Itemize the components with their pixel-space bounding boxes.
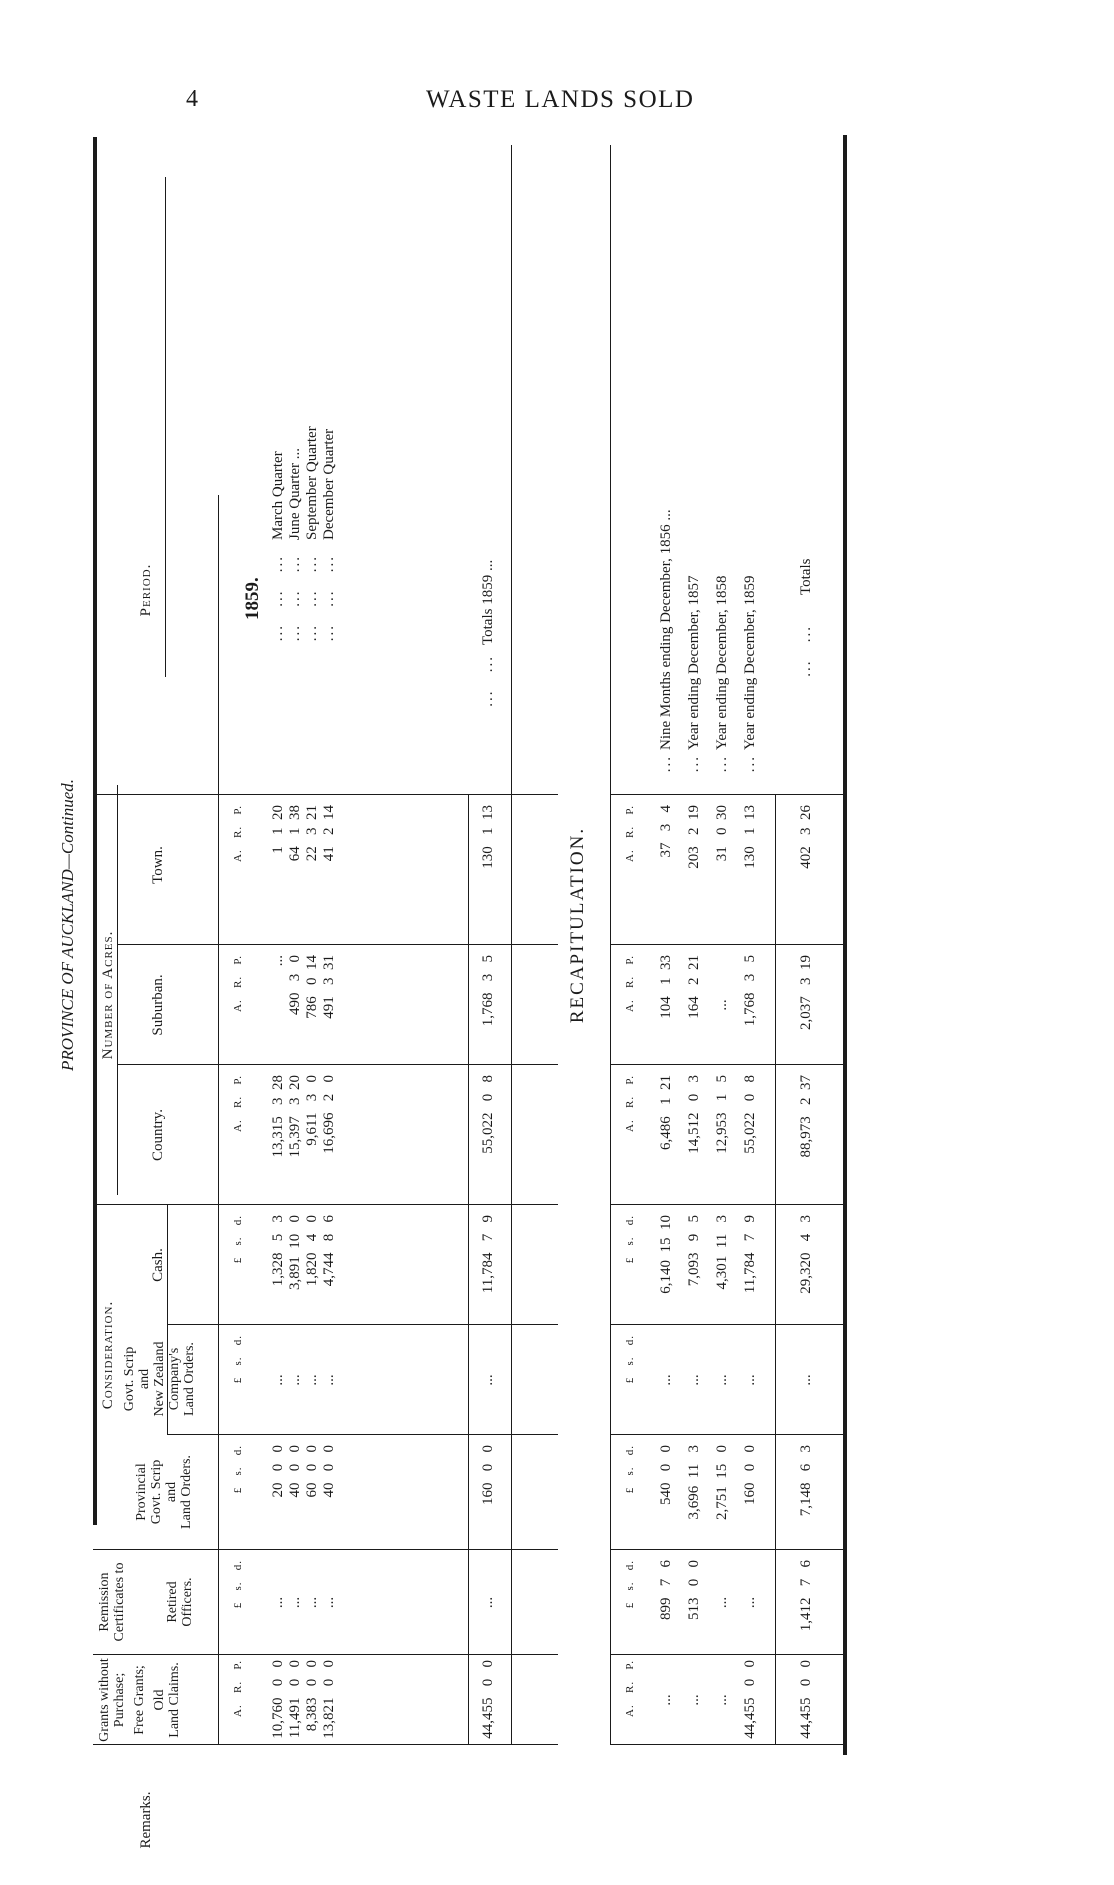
cell-cash: 7,093 9 5 [686,1215,702,1287]
cell-country: 13,315 3 28 [270,1075,286,1158]
cell-remission: ... [742,1596,758,1609]
unit-govt: £ s. d. [232,1335,244,1384]
row-period: June Quarter ... [287,447,303,540]
cell-grants: 11,491 0 0 [287,1660,303,1739]
table-title: PROVINCE OF AUCKLAND—Continued. [58,779,77,1071]
recap-unit-suburban: A. R. P. [624,955,636,1012]
rule-recap-remission [610,1654,845,1655]
header-govt-scrip: Govt. Scrip and New Zealand Company's Land Orders. [122,1341,197,1417]
unit-prov: £ s. d. [232,1445,244,1494]
rule-acres-consideration [93,1204,558,1205]
cell-cash: 3,891 10 0 [287,1215,303,1290]
cell-suburban: ... [270,955,286,967]
row-period: September Quarter [304,426,320,540]
cell-govt: ... [714,1374,730,1386]
recap-unit-grants: A. R. P. [624,1660,636,1717]
cell-suburban: 104 1 33 [658,955,674,1019]
cell-town: 22 3 21 [304,805,320,862]
header-suburban: Suburban. [150,974,166,1036]
year-label: 1859. [242,577,263,620]
cell-govt: ... [304,1374,320,1386]
cell-prov: 40 0 0 [321,1445,337,1498]
cell-cash: 1,328 5 3 [270,1215,286,1287]
cell-country: 88,973 2 37 [798,1075,814,1158]
header-consideration: Consideration. [100,1300,116,1410]
rule-header-top [165,177,166,677]
unit-town: A. R. P. [232,805,244,862]
rule-recap-country [610,1204,845,1205]
cell-country: 55,022 0 8 [480,1075,496,1154]
cell-remission: 1,412 7 6 [798,1560,814,1632]
rule-recap-prov [610,1549,845,1550]
header-number-of-acres: Number of Acres. [100,930,116,1060]
cell-country: 14,512 0 3 [686,1075,702,1154]
cell-country: 9,611 3 0 [304,1075,320,1146]
header-old-land-claims: Old Land Claims. [152,1662,182,1738]
header-grants: Grants without Purchase; [97,1658,127,1742]
rule-left-thick [93,137,97,1525]
header-remission: Remission Certificates to [97,1562,127,1642]
rule-recap-town [610,944,845,945]
cell-cash: 1,820 4 0 [304,1215,320,1287]
row-dots: ... ... ... [321,555,337,642]
rule-period-acres [93,794,558,795]
rule-recap-govt [610,1434,845,1435]
unit-suburban: A. R. P. [232,955,244,1012]
header-free-grants: Free Grants; [132,1665,147,1735]
cell-town: 402 3 26 [798,805,814,869]
row-dots: ... ... [798,625,814,677]
cell-grants: 13,821 0 0 [321,1660,337,1739]
cell-suburban: 2,037 3 19 [798,955,814,1030]
rule-remission-grants [93,1654,558,1655]
row-dots: ... ... ... [304,555,320,642]
cell-grants: 10,760 0 0 [270,1660,286,1739]
cell-country: 6,486 1 21 [658,1075,674,1150]
rule-prov-remission [93,1549,558,1550]
cell-grants: 44,455 0 0 [480,1660,496,1739]
cell-govt: ... [321,1374,337,1386]
rule-recap-period [610,794,845,795]
cell-prov: 540 0 0 [658,1445,674,1505]
cell-govt: ... [480,1374,496,1386]
cell-suburban: 1,768 3 5 [742,955,758,1027]
cell-cash: 4,301 11 3 [714,1215,730,1290]
rule-grants-remarks [93,1744,558,1745]
cell-remission: 513 0 0 [686,1560,702,1620]
row-dots: ... [714,755,730,773]
cell-prov: 160 0 0 [480,1445,496,1505]
cell-cash: 6,140 15 10 [658,1215,674,1294]
cell-suburban: ... [714,999,730,1011]
cell-cash: 11,784 7 9 [742,1215,758,1294]
rule-cash-govt [167,1324,558,1325]
recap-unit-prov: £ s. d. [624,1445,636,1494]
recap-title: RECAPITULATION. [567,826,588,1024]
cell-country: 12,953 1 5 [714,1075,730,1154]
cell-town: 130 1 13 [480,805,496,869]
header-period: Period. [138,563,154,617]
cell-country: 16,696 2 0 [321,1075,337,1154]
header-retired-officers: Retired Officers. [165,1577,195,1627]
cell-remission: ... [270,1596,286,1609]
cell-govt: ... [742,1374,758,1386]
cell-prov: 40 0 0 [287,1445,303,1498]
cell-town: 64 1 38 [287,805,303,862]
unit-cash: £ s. d. [232,1215,244,1264]
cell-country: 15,397 3 20 [287,1075,303,1158]
cell-govt: ... [798,1374,814,1386]
cell-cash: 4,744 8 6 [321,1215,337,1287]
cell-town: 130 1 13 [742,805,758,869]
cell-prov: 60 0 0 [304,1445,320,1498]
cell-govt: ... [270,1374,286,1386]
cell-suburban: 490 3 0 [287,955,303,1015]
cell-country: 55,022 0 8 [742,1075,758,1154]
rule-bottom-thick [843,135,847,1755]
rule-totals-1859 [468,795,469,1745]
cell-suburban: 491 3 31 [321,955,337,1019]
header-remarks: Remarks. [138,1791,154,1849]
cell-prov: 20 0 0 [270,1445,286,1498]
unit-country: A. R. P. [232,1075,244,1132]
cell-remission: ... [304,1596,320,1609]
cell-cash: 29,320 4 3 [798,1215,814,1294]
header-cash: Cash. [150,1248,166,1282]
cell-prov: 3,696 11 3 [686,1445,702,1520]
cell-grants: ... [686,1694,702,1706]
rule-recap-suburban [610,1064,845,1065]
row-dots: ... ... [480,655,496,707]
cell-govt: ... [658,1374,674,1386]
page-number: 4 [186,86,198,112]
cell-grants: ... [714,1694,730,1706]
cell-town: 1 1 20 [270,805,286,854]
rule-suburban-country [117,1064,558,1065]
cell-suburban: 1,768 3 5 [480,955,496,1027]
recap-unit-town: A. R. P. [624,805,636,862]
cell-grants: 44,455 0 0 [798,1660,814,1739]
cell-govt: ... [287,1374,303,1386]
recap-unit-govt: £ s. d. [624,1335,636,1384]
row-period: December Quarter [321,428,337,540]
rule-recap-totals [775,795,776,1745]
unit-remission: £ s. d. [232,1560,244,1609]
row-dots: ... ... ... [270,555,286,642]
recap-unit-remission: £ s. d. [624,1560,636,1609]
rule-recap-cash [610,1324,845,1325]
row-period: Year ending December, 1859 [742,575,758,750]
rotated-table-page [50,155,850,1849]
cell-remission: ... [321,1596,337,1609]
header-town: Town. [150,846,166,884]
cell-remission: 899 7 6 [658,1560,674,1620]
row-dots: ... [658,755,674,773]
row-dots: ... [742,755,758,773]
header-provincial-scrip: Provincial Govt. Scrip and Land Orders. [134,1455,194,1529]
cell-remission: ... [714,1596,730,1609]
row-period: Year ending December, 1858 [714,575,730,750]
cell-cash: 11,784 7 9 [480,1215,496,1294]
rule-header-bottom [218,495,219,1745]
rule-govt-prov [167,1434,558,1435]
cell-town: 41 2 14 [321,805,337,862]
cell-town: 37 3 4 [658,805,674,858]
row-period: Year ending December, 1857 [686,575,702,750]
cell-town: 31 0 30 [714,805,730,862]
cell-grants: 8,383 0 0 [304,1660,320,1732]
cell-town: 203 2 19 [686,805,702,869]
cell-prov: 160 0 0 [742,1445,758,1505]
rule-recap-header [610,145,611,1745]
cell-remission: ... [287,1596,303,1609]
cell-remission: ... [480,1596,496,1609]
cell-grants: ... [658,1694,674,1706]
row-period: Totals [798,558,814,595]
row-period: Nine Months ending December, 1856 ... [658,509,674,750]
cell-govt: ... [686,1374,702,1386]
row-period: March Quarter [270,451,286,540]
row-dots: ... [686,755,702,773]
unit-grants: A. R. P. [232,1660,244,1717]
row-period: Totals 1859 ... [480,559,496,645]
recap-unit-country: A. R. P. [624,1075,636,1132]
row-dots: ... ... ... [287,555,303,642]
rule-table-end [511,145,512,1745]
running-head: WASTE LANDS SOLD [426,86,695,113]
cell-prov: 7,148 6 3 [798,1445,814,1517]
cell-grants: 44,455 0 0 [742,1660,758,1739]
rule-acres-sub [117,785,118,1195]
recap-unit-cash: £ s. d. [624,1215,636,1264]
rule-recap-grants [610,1744,845,1745]
header-country: Country. [150,1109,166,1161]
cell-suburban: 164 2 21 [686,955,702,1019]
cell-prov: 2,751 15 0 [714,1445,730,1520]
cell-suburban: 786 0 14 [304,955,320,1019]
rule-town-suburban [117,944,558,945]
